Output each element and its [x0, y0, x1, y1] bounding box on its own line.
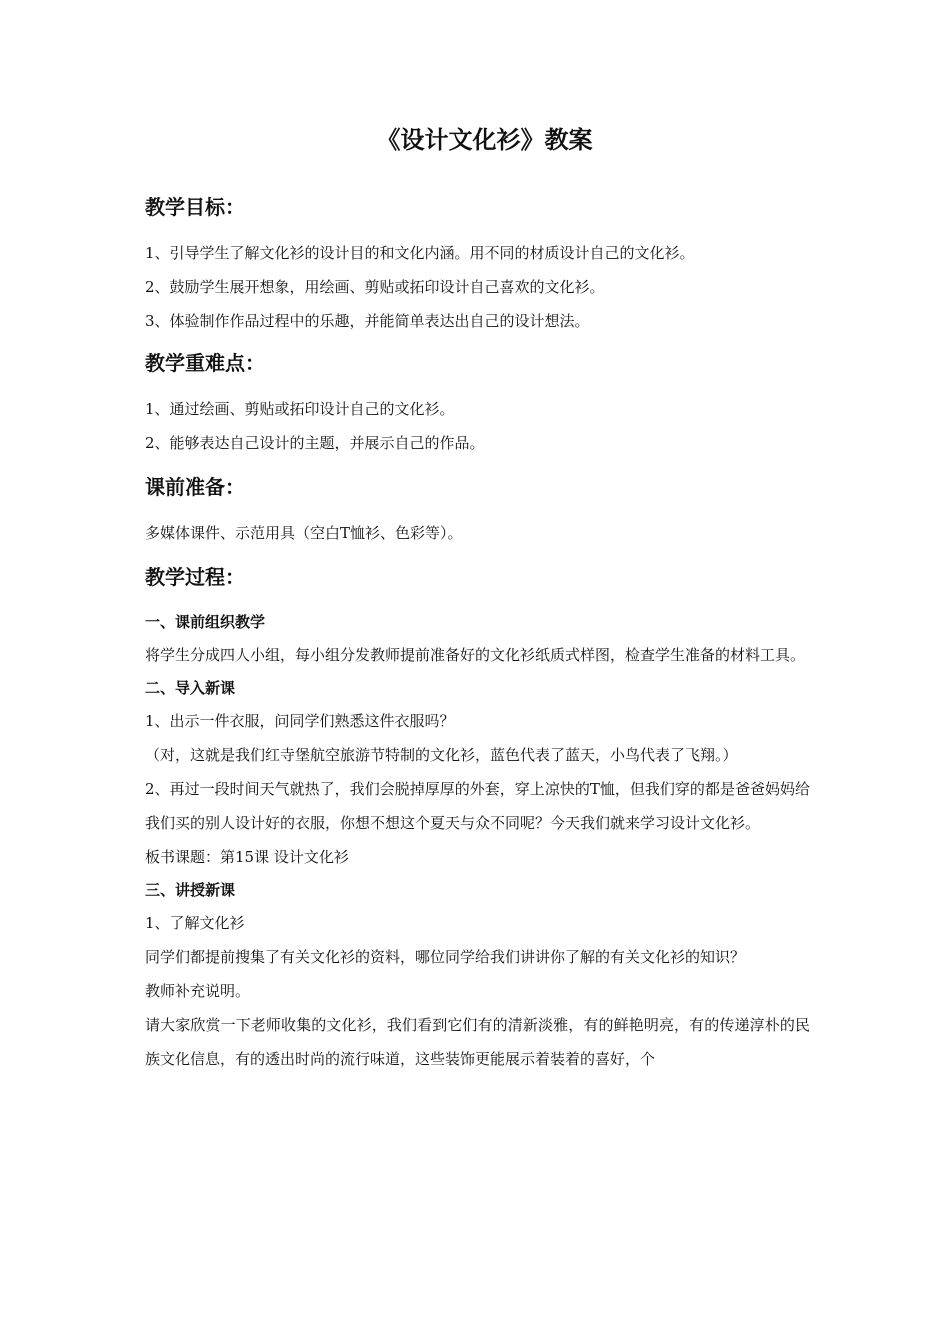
process-part3-paragraph: 教师补充说明。 [145, 982, 251, 1000]
process-part2-paragraph: （对，这就是我们红寺堡航空旅游节特制的文化衫，蓝色代表了蓝天，小鸟代表了飞翔。） [145, 746, 738, 764]
process-part2-paragraph: 1、出示一件衣服，问同学们熟悉这件衣服吗？ [145, 712, 455, 730]
process-heading: 教学过程： [145, 565, 245, 589]
page-title: 《设计文化衫》教案 [376, 126, 593, 154]
process-part3-heading: 三、讲授新课 [145, 881, 236, 899]
process-part1-text: 将学生分成四人小组，每小组分发教师提前准备好的文化衫纸质式样图，检查学生准备的材料工具。 [145, 646, 806, 664]
goal-item: 1、引导学生了解文化衫的设计目的和文化内涵。用不同的材质设计自己的文化衫。 [145, 244, 695, 262]
process-part2-paragraph: 板书课题：第15课 设计文化衫 [145, 848, 349, 866]
goals-heading: 教学目标： [145, 195, 245, 219]
preparation-text: 多媒体课件、示范用具（空白T恤衫、色彩等）。 [145, 524, 463, 542]
key-points-heading: 教学重难点： [145, 351, 265, 375]
document-body [145, 120, 810, 1076]
process-part3-paragraph: 同学们都提前搜集了有关文化衫的资料，哪位同学给我们讲讲你了解的有关文化衫的知识？ [145, 948, 746, 966]
goal-item: 2、鼓励学生展开想象，用绘画、剪贴或拓印设计自己喜欢的文化衫。 [145, 278, 605, 296]
key-point-item: 1、通过绘画、剪贴或拓印设计自己的文化衫。 [145, 400, 455, 418]
key-point-item: 2、能够表达自己设计的主题，并展示自己的作品。 [145, 434, 485, 452]
preparation-heading: 课前准备： [145, 475, 245, 499]
process-part3-paragraph: 请大家欣赏一下老师收集的文化衫，我们看到它们有的清新淡雅，有的鲜艳明亮，有的传递淳朴的民族文化信息，有的透出时尚的流行味道，这些装饰更能展示着装着的喜好，个 [145, 1016, 810, 1068]
process-part2-paragraph: 2、再过一段时间天气就热了，我们会脱掉厚厚的外套，穿上凉快的T恤，但我们穿的都是爸爸妈妈给我们买的别人设计好的衣服，你想不想这个夏天与众不同呢？今天我们就来学习设计文化衫。 [145, 780, 810, 832]
process-part3-paragraph: 1、了解文化衫 [145, 914, 245, 932]
process-part2-heading: 二、导入新课 [145, 679, 236, 697]
process-part1-heading: 一、课前组织教学 [145, 613, 266, 631]
goal-item: 3、体验制作作品过程中的乐趣，并能简单表达出自己的设计想法。 [145, 312, 590, 330]
